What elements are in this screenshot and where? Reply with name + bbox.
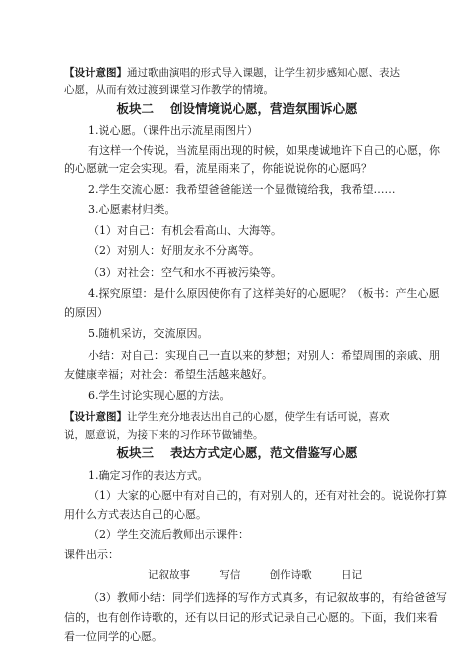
courseware-label: 课件出示：: [64, 548, 119, 561]
design-intent-2-line1: 【设计意图】让学生充分地表达出自己的心愿，使学生有话可说，喜欢: [64, 411, 390, 423]
writing-forms-row: [148, 568, 388, 582]
design-intent-1-line1: 【设计意图】通过歌曲演唱的形式导入课题，让学生初步感知心愿、表达: [64, 67, 400, 79]
item4-line1: 4.探究原望：是什么原因使你有了这样美好的心愿呢？（板书：产生心愿: [88, 287, 440, 300]
section-heading-block2: 板块二 创设情境说心愿，营造氛围诉心愿: [116, 101, 358, 116]
b3-sub1-line1: （1）大家的心愿中有对自己的，有对别人的，还有对社会的。说说你打算: [88, 489, 447, 502]
b3-item1-title: 1.确定习作的表达方式。: [88, 469, 209, 482]
b3-sub1-line2: 用什么方式表达自己的心愿。: [64, 508, 207, 521]
form-item: 创作诗歌: [269, 569, 312, 581]
item3-sub2: （2）对别人：好朋友永不分离等。: [88, 244, 260, 257]
item1-line1: 1.说心愿。（课件出示流星雨图片）: [88, 124, 258, 137]
item3-sub1: （1）对自己：有机会看高山、大海等。: [88, 224, 282, 237]
item3-sub3: （3）对社会：空气和水不再被污染等。: [88, 266, 282, 279]
item5: 5.随机采访，交流原因。: [88, 327, 209, 340]
item6: 6.学生讨论实现心愿的方法。: [88, 389, 231, 402]
summary-line2: 友健康幸福；对社会：希望生活越来越好。: [64, 368, 273, 381]
item4-line2: 的原因）: [64, 306, 108, 319]
item1-line2: 有这样一个传说，当流星雨出现的时候，如果虔诚地许下自己的心愿，你: [88, 144, 440, 157]
form-item: 写信: [219, 569, 241, 581]
b3-sub2: （2）学生交流后教师出示课件：: [88, 528, 249, 541]
summary-line1: 小结：对自己：实现自己一直以来的梦想；对别人：希望周围的亲戚、朋: [88, 349, 440, 362]
item2: 2.学生交流心愿：我希望爸爸能送一个显微镜给我，我希望……: [88, 183, 396, 196]
design-intent-1-line2: 心愿，从而有效过渡到课堂习作教学的情境。: [64, 84, 274, 96]
b3-sub3-line1: （3）教师小结：同学们选择的写作方式真多，有记叙故事的，有给爸爸写: [88, 591, 447, 604]
item3-title: 3.心愿素材归类。: [88, 203, 176, 216]
design-intent-label: 【设计意图】: [64, 411, 127, 423]
form-item: 记叙故事: [148, 569, 190, 581]
design-intent-2-line2: 说，愿意说，为接下来的习作环节做铺垫。: [64, 429, 264, 441]
b3-sub3-line2: 信的，也有创作诗歌的，还有以日记的形式记录自己心愿的。下面，我们来看: [64, 611, 438, 624]
item1-line3: 的心愿就一定会实现。看，流星雨来了，你能说说你的心愿吗？: [64, 162, 372, 175]
section-heading-block3: 板块三 表达方式定心愿，范文借鉴写心愿: [116, 445, 358, 460]
form-item: 日记: [341, 569, 363, 581]
b3-sub3-line3: 看一位同学的心愿。: [64, 630, 163, 643]
design-intent-label: 【设计意图】: [64, 67, 127, 79]
